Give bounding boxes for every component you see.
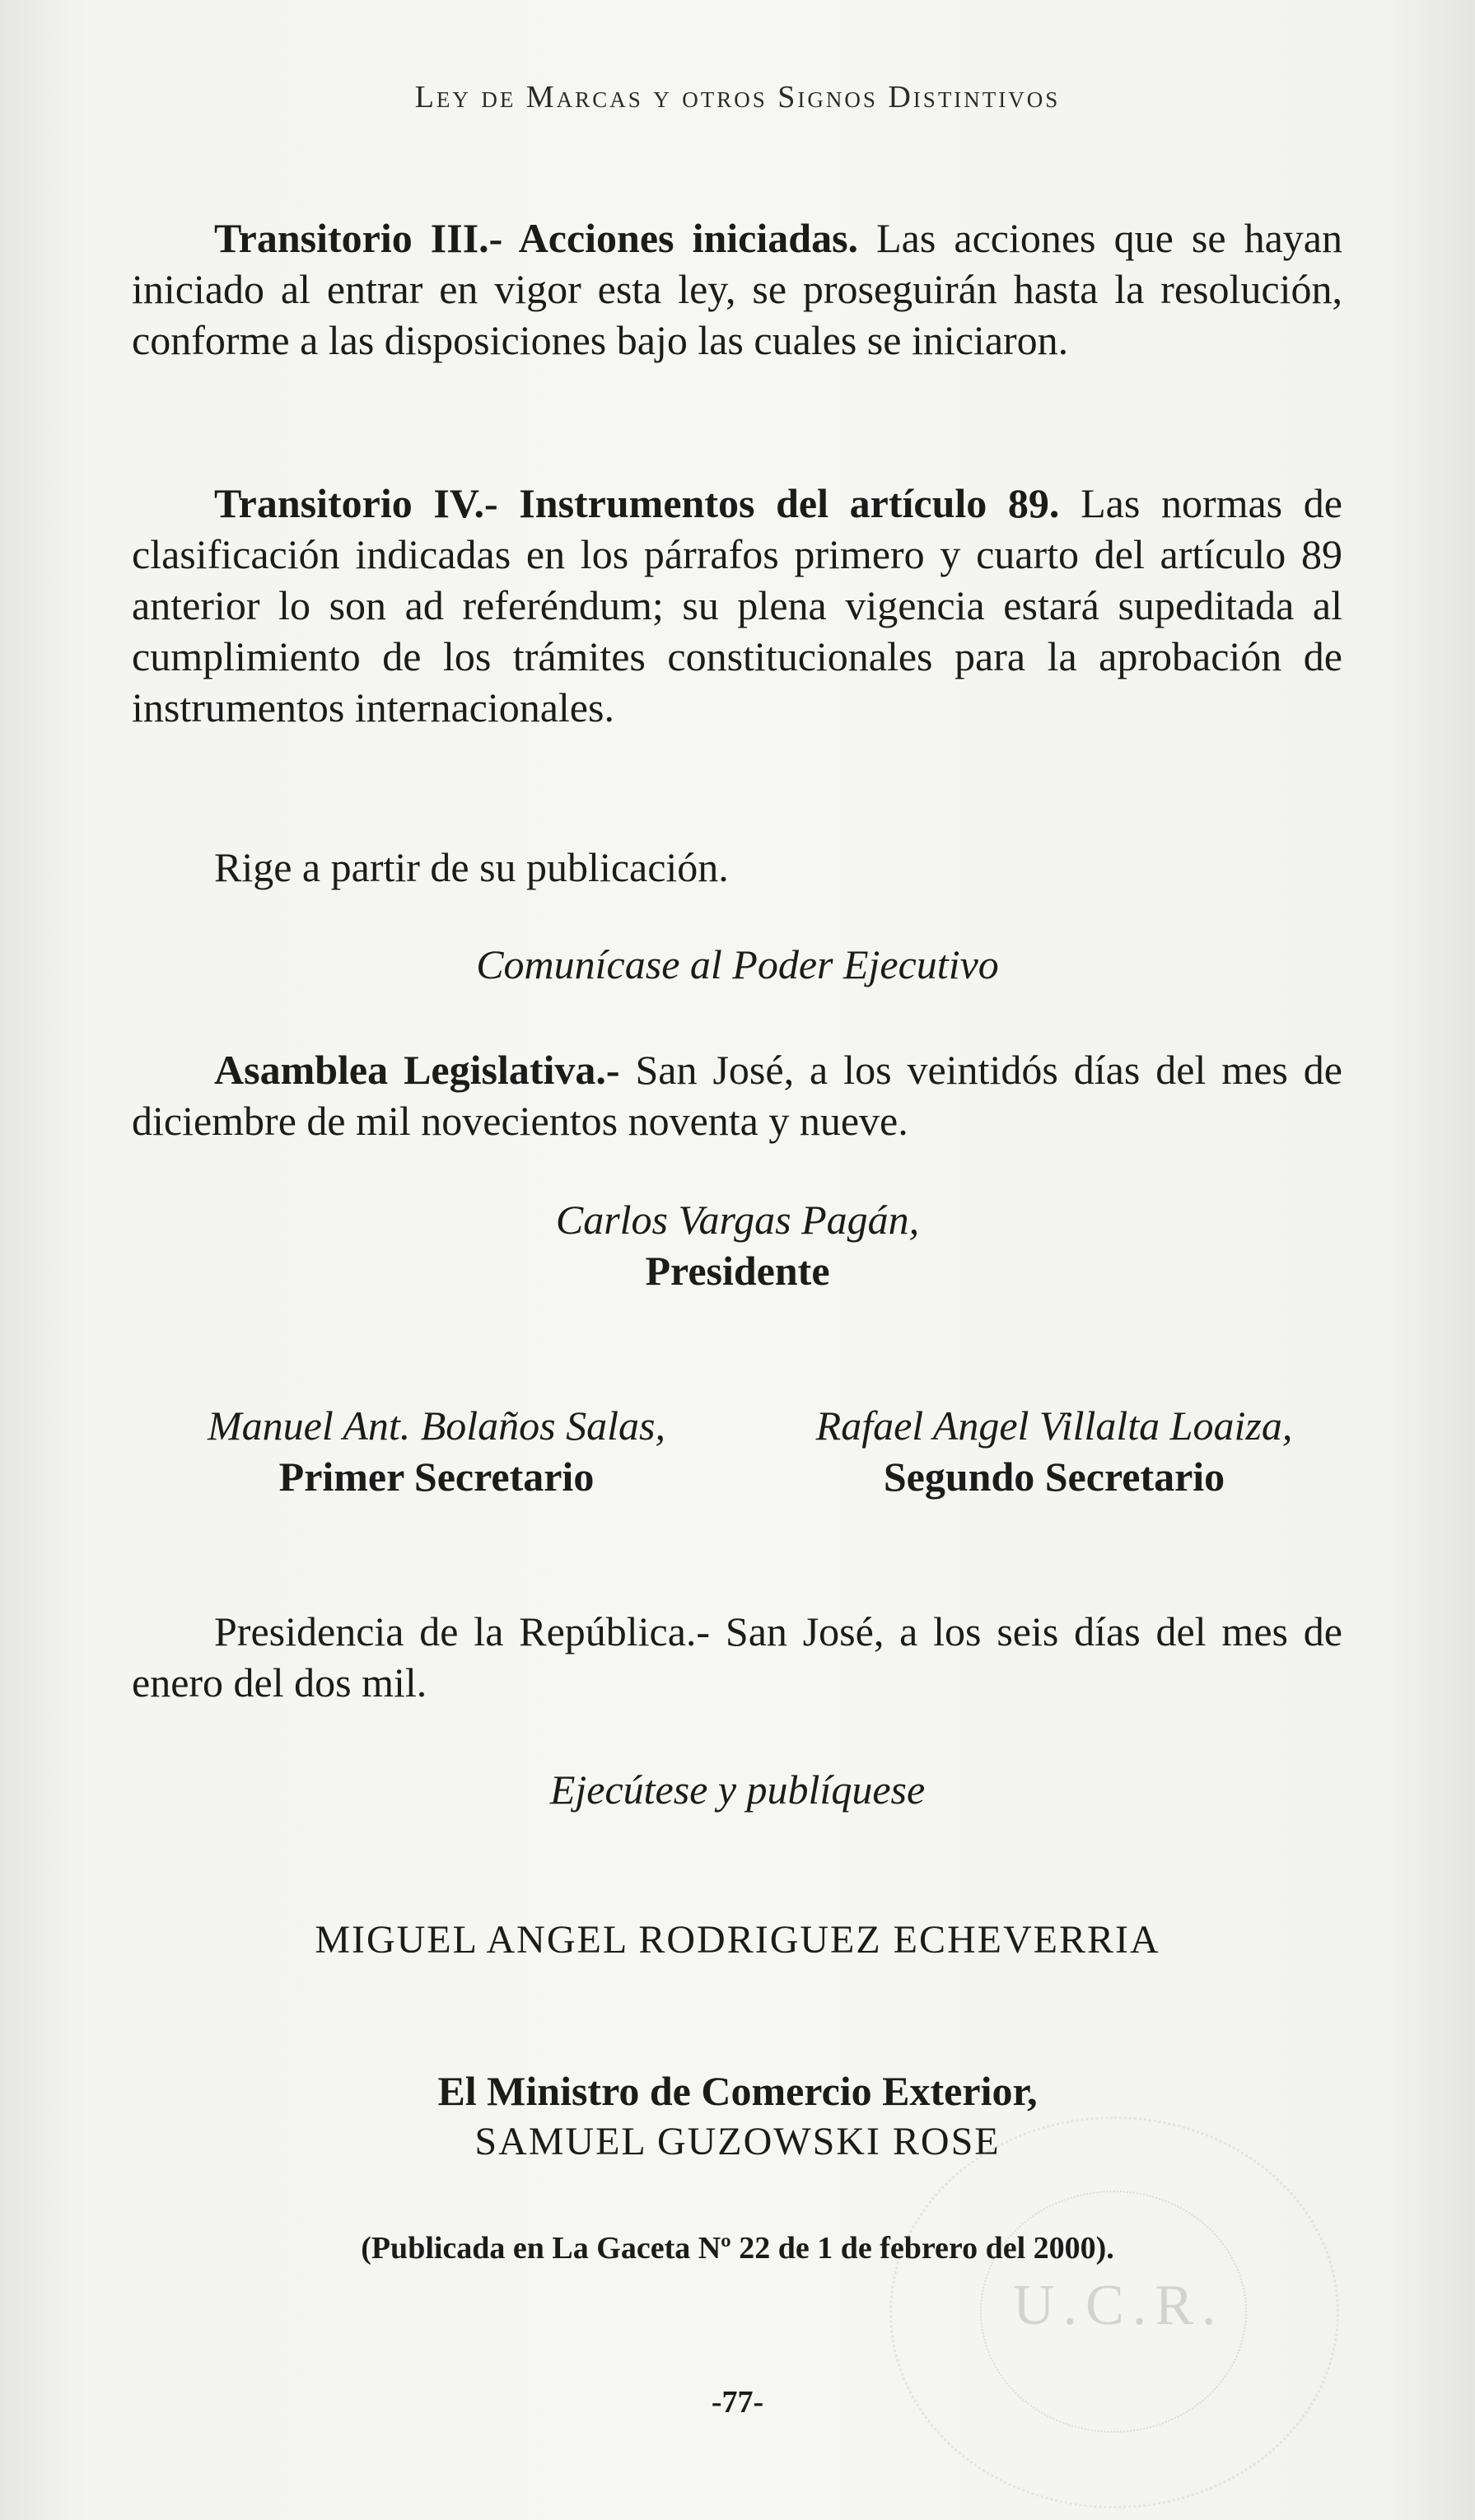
primer-secretario-title: Primer Secretario [278, 1454, 595, 1500]
segundo-secretario-title: Segundo Secretario [883, 1454, 1225, 1500]
primer-secretario-signature [124, 1400, 749, 1502]
ministro-signature [0, 2065, 1475, 2168]
rige-line: Rige a partir de su publicación. [214, 844, 729, 890]
transitorio-iii-text: Las acciones que se hayan iniciado al entrar en vigor esta ley, se proseguirán hasta la resolución, conforme a las disposiciones bajo las cuales se iniciaron. [132, 215, 1342, 363]
segundo-secretario-signature [741, 1400, 1367, 1502]
ejecutese-line: Ejecútese y publíquese [549, 1766, 926, 1813]
publication-note: (Publicada en La Gaceta Nº 22 de 1 de febrero del 2000). [361, 2231, 1114, 2266]
asamblea-paragraph [132, 1044, 1342, 1146]
asamblea-heading: Asamblea Legislativa.- [214, 1047, 620, 1093]
asamblea-text: San José, a los veintidós días del mes de diciembre de mil novecientos noventa y nueve. [132, 1047, 1342, 1144]
ministro-name: SAMUEL GUZOWSKI ROSE [474, 2120, 1001, 2163]
transitorio-iv-paragraph [132, 478, 1342, 733]
transitorio-iv-text: Las normas de clasificación indicadas en los párrafos primero y cuarto del artículo 89 anterior lo son ad referéndum; su plena vigencia estará supeditada al cumplimiento de los trámites constitucionales para la aprobación de instrumentos internacionales. [132, 480, 1342, 730]
primer-secretario-name: Manuel Ant. Bolaños Salas, [207, 1402, 665, 1449]
presidente-name: Carlos Vargas Pagán, [555, 1197, 920, 1243]
presidente-title: Presidente [645, 1248, 830, 1294]
ministro-title: El Ministro de Comercio Exterior, [437, 2068, 1038, 2114]
page-number: -77- [711, 2385, 764, 2420]
comuniquese-line: Comunícase al Poder Ejecutivo [476, 941, 999, 987]
presidente-signature [0, 1194, 1475, 1296]
transitorio-iv-heading: Transitorio IV.- Instrumentos del artículo 89. [214, 480, 1060, 526]
transitorio-iii-paragraph [132, 212, 1342, 366]
library-stamp-text: U.C.R. [1013, 2274, 1225, 2337]
presidente-republica-name: MIGUEL ANGEL RODRIGUEZ ECHEVERRIA [315, 1918, 1160, 1962]
transitorio-iii-heading: Transitorio III.- Acciones iniciadas. [214, 215, 859, 261]
running-header: Ley de Marcas y otros Signos Distintivos [414, 80, 1061, 114]
presidencia-paragraph: Presidencia de la República.- San José, a los seis días del mes de enero del dos mil. [132, 1608, 1342, 1706]
segundo-secretario-name: Rafael Angel Villalta Loaiza, [815, 1402, 1293, 1449]
